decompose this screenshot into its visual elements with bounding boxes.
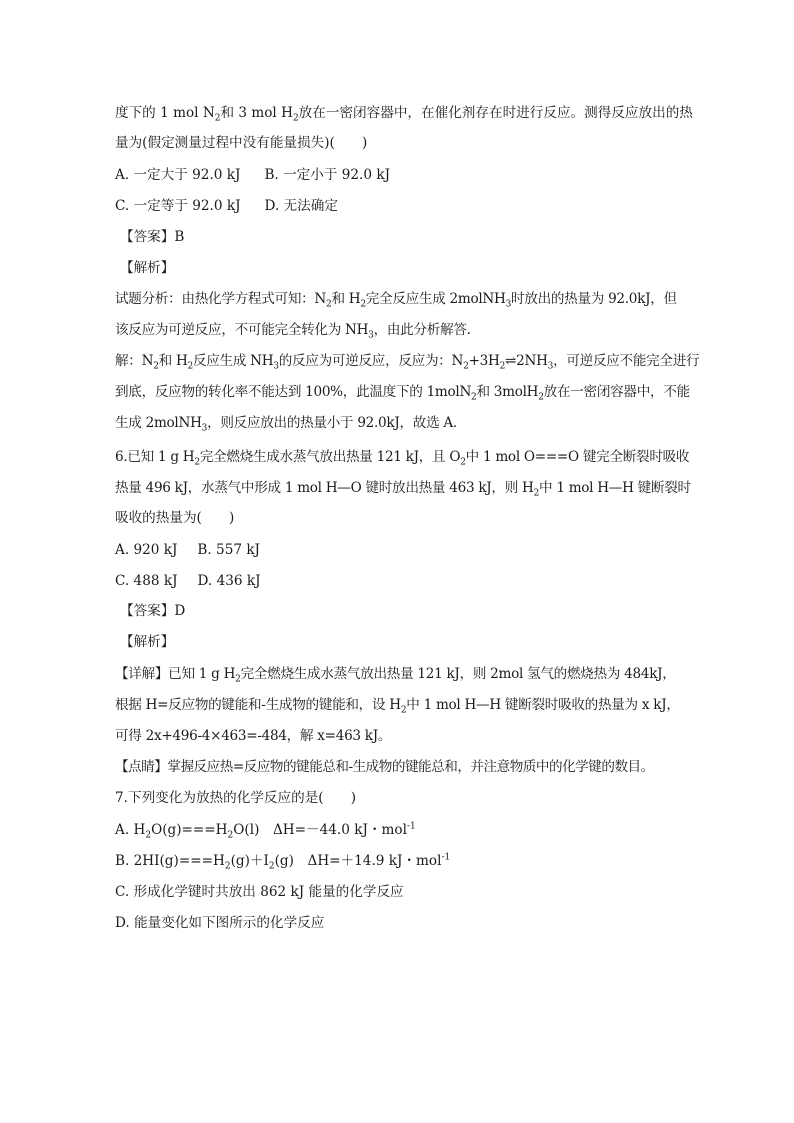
- q5-options-ab: [115, 165, 715, 185]
- q5-stem-line-2: 量为(假定测量过程中没有能量损失)( ): [115, 135, 368, 151]
- q7-stem: 7.下列变化为放热的化学反应的是( ): [115, 790, 357, 806]
- q6-option-a: A. 920 kJ: [115, 542, 178, 558]
- q5-analysis-heading: 【解析】: [120, 260, 175, 276]
- q6-stem-line-1: 6.已知 1 g $H_2$完全燃烧生成水蒸气放出热量 121 kJ，且 $O_2$中 1 mol O===O 键完全断裂时吸收: [115, 449, 690, 468]
- q6-option-c: C. 488 kJ: [115, 573, 178, 589]
- q5-option-c: C. 一定等于 92.0 kJ: [115, 198, 241, 214]
- q6-stem-line-2: 热量 496 kJ，水蒸气中形成 1 mol H—O 键时放出热量 463 kJ，则 $H_2$中 1 mol H—H 键断裂时: [115, 480, 691, 499]
- q6-analysis-heading: 【解析】: [120, 634, 175, 650]
- q5-stem-line-1: 度下的 1 mol $N_2$和 3 mol $H_2$放在一密闭容器中，在催化剂存在时进行反应。测得反应放出的热: [115, 105, 693, 124]
- q7-option-d: D. 能量变化如下图所示的化学反应: [115, 915, 325, 931]
- q5-option-b: B. 一定小于 92.0 kJ: [264, 167, 391, 183]
- q6-detail-line-1: 【详解】已知 1 g $H_2$完全燃烧生成水蒸气放出热量 121 kJ，则 2mol 氢气的燃烧热为 484kJ，: [115, 666, 676, 685]
- q5-option-d: D. 无法确定: [264, 198, 338, 214]
- q5-option-a: A. 一定大于 92.0 kJ: [115, 167, 241, 183]
- q5-analysis-line-1: 试题分析：由热化学方程式可知：$N_2$和 $H_2$完全反应生成 2molNH$_3$时放出的热量为 92.0kJ，但: [115, 291, 677, 310]
- q6-options-ab: [115, 540, 715, 560]
- q5-options-cd: [115, 196, 715, 216]
- q6-option-d: D. 436 kJ: [197, 573, 261, 589]
- q7-option-c: C. 形成化学键时共放出 862 kJ 能量的化学反应: [115, 884, 404, 900]
- q5-solution-line-1: 解：$N_2$和 $H_2$反应生成 $NH_3$的反应为可逆反应，反应为：$N_2+3H_2\rightleftharpoons 2NH_3$，可逆反应不能完全进行: [115, 353, 700, 372]
- q6-detail-line-3: 可得 2x+496-4×463=-484，解 x=463 kJ。: [115, 728, 392, 744]
- q6-tip: 【点睛】掌握反应热=反应物的键能总和-生成物的键能总和，并注意物质中的化学键的数目。: [115, 759, 654, 775]
- q5-solution-line-2: 到底，反应物的转化率不能达到 100%，此温度下的 1molN$_2$和 3molH$_2$放在一密闭容器中，不能: [115, 384, 690, 403]
- q5-analysis-line-2: 该反应为可逆反应，不可能完全转化为 $NH_3$，由此分析解答．: [115, 322, 480, 341]
- q6-stem-line-3: 吸收的热量为( ): [115, 510, 235, 526]
- q6-option-b: B. 557 kJ: [197, 542, 261, 558]
- q5-solution-line-3: 生成 2molNH$_3$，则反应放出的热量小于 92.0kJ，故选 A．: [115, 415, 467, 434]
- q6-detail-line-2: 根据 H=反应物的键能和-生成物的键能和，设 $H_2$中 1 mol H—H 键断裂时吸收的热量为 x kJ，: [115, 697, 680, 716]
- q7-option-b: B. $2HI(g)===H_2(g)+I_2(g)$ ΔH=＋14.9 kJ・mol$^{-1}$: [115, 852, 451, 872]
- q6-answer: 【答案】D: [120, 603, 186, 619]
- q6-options-cd: [115, 571, 715, 591]
- q5-answer: 【答案】B: [120, 229, 185, 245]
- q7-option-a: A. $H_2O(g)===H_2O(l)$ ΔH=－44.0 kJ・mol$^{-1}$: [115, 821, 416, 841]
